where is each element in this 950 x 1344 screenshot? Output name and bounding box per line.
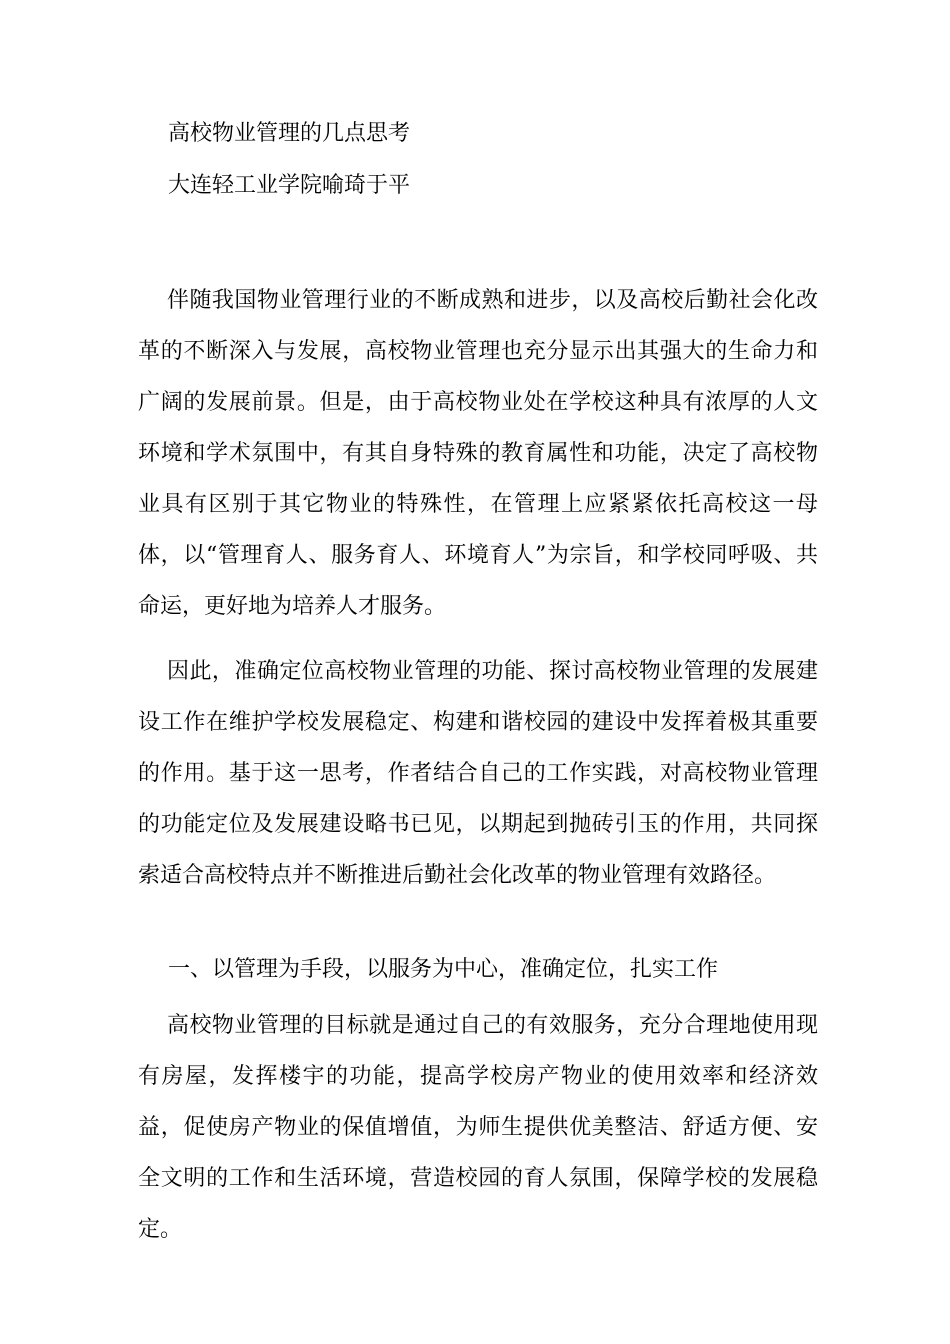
section-paragraph: 高校物业管理的目标就是通过自己的有效服务，充分合理地使用现有房屋，发挥楼宇的功能，提高学校房产物业的使用效率和经济效益，促使房产物业的保值增值，为师生提供优美整洁、舒适方便、安全文明的工作和生活环境，营造校园的育人氛围，保障学校的发展稳定。 (138, 1013, 818, 1242)
document-title: 高校物业管理的几点思考 (168, 121, 411, 146)
intro-paragraph-2: 因此，准确定位高校物业管理的功能、探讨高校物业管理的发展建设工作在维护学校发展稳定、构建和谐校园的建设中发挥着极其重要的作用。基于这一思考，作者结合自己的工作实践，对高校物业管理的功能定位及发展建设略书已见，以期起到抛砖引玉的作用，共同探索适合高校特点并不断推进后勤社会化改革的物业管理有效路径。 (138, 659, 818, 888)
section-heading: 一、以管理为手段，以服务为中心，准确定位，扎实工作 (168, 957, 719, 982)
document-author: 大连轻工业学院喻琦于平 (168, 173, 411, 198)
intro-paragraph-1: 伴随我国物业管理行业的不断成熟和进步，以及高校后勤社会化改革的不断深入与发展，高校物业管理也充分显示出其强大的生命力和广阔的发展前景。但是，由于高校物业处在学校这种具有浓厚的人文环境和学术氛围中，有其自身特殊的教育属性和功能，决定了高校物业具有区别于其它物业的特殊性，在管理上应紧紧依托高校这一母体，以“管理育人、服务育人、环境育人”为宗旨，和学校同呼吸、共命运，更好地为培养人才服务。 (138, 288, 818, 619)
